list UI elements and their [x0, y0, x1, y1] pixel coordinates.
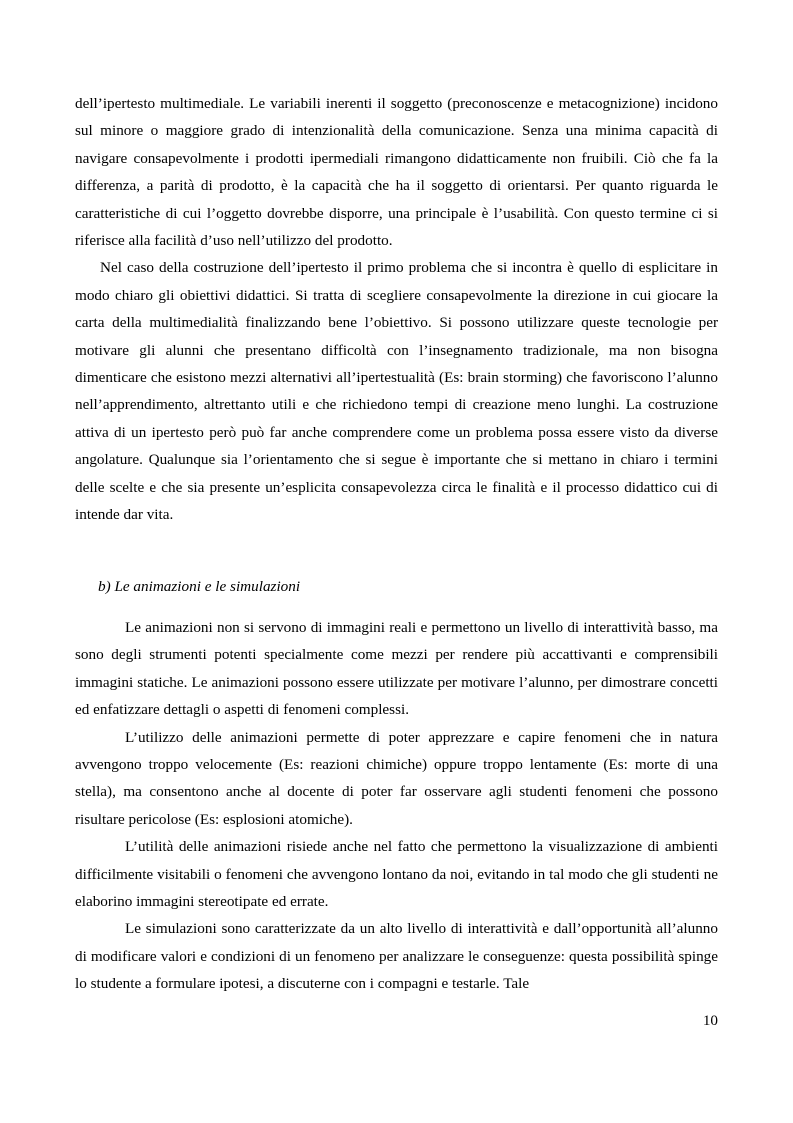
- body-text-top: [75, 90, 718, 529]
- section-heading: b) Le animazioni e le simulazioni: [98, 578, 301, 595]
- paragraph-usability: dell’ipertesto multimediale. Le variabili inerenti il soggetto (preconoscenze e metacognizione) incidono sul minore o maggiore grado di intenzionalità della comunicazione. Senza una minima capacità di navigare consapevolmente i prodotti ipermediali rimangono didatticamente non fruibili. Ciò che fa la differenza, a parità di prodotto, è la capacità che ha il soggetto di orientarsi. Per quanto riguarda le caratteristiche di cui l’oggetto dovrebbe disporre, una principale è l’usabilità. Con questo termine ci si riferisce alla facilità d’uso nell’utilizzo del prodotto.: [75, 95, 718, 250]
- page-number: 10: [702, 1012, 718, 1029]
- paragraph-simulations: Le simulazioni sono caratterizzate da un alto livello di interattività e dall’opportunità all’alunno di modificare valori e condizioni di un fenomeno per analizzare le conseguenze: questa possibilità spinge lo studente a formulare ipotesi, a discuterne con i compagni e testarle. Tale: [75, 920, 718, 993]
- body-text-section: [75, 614, 718, 998]
- paragraph-animations-environments: L’utilità delle animazioni risiede anche nel fatto che permettono la visualizzazione di ambienti difficilmente visitabili o fenomeni che avvengono lontano da noi, evitando in tal modo che gli studenti ne elaborino immagini stereotipate ed errate.: [75, 838, 718, 911]
- paragraph-animations-phenomena: L’utilizzo delle animazioni permette di poter apprezzare e capire fenomeni che in natura avvengono troppo velocemente (Es: reazioni chimiche) oppure troppo lentamente (Es: morte di una stella), ma consentono anche al docente di poter far osservare agli studenti fenomeni che possono risultare pericolose (Es: esplosioni atomiche).: [75, 728, 718, 828]
- paragraph-animations-intro: Le animazioni non si servono di immagini reali e permettono un livello di interattività basso, ma sono degli strumenti potenti specialmente come mezzi per rendere più accattivanti e comprensibili immagini statiche. Le animazioni possono essere utilizzate per motivare l’alunno, per dimostrare concetti ed enfatizzare dettagli o aspetti di fenomeni complessi.: [75, 619, 718, 719]
- paragraph-hypertext-construction: Nel caso della costruzione dell’ipertesto il primo problema che si incontra è quello di esplicitare in modo chiaro gli obiettivi didattici. Si tratta di scegliere consapevolmente la direzione in cui giocare la carta della multimedialità finalizzando bene l’obiettivo. Si possono utilizzare queste tecnologie per motivare gli alunni che presentano difficoltà con l’insegnamento tradizionale, ma non bisogna dimenticare che esistono mezzi alternativi all’ipertestualità (Es: brain storming) che favoriscono l’alunno nell’apprendimento, altrettanto utili e che richiedono tempi di creazione meno lunghi. La costruzione attiva di un ipertesto però può far anche comprendere come un problema possa essere visto da diverse angolature. Qualunque sia l’orientamento che si segue è importante che si mettano in chiaro i termini delle scelte e che sia presente un’esplicita consapevolezza circa le finalità e il processo didattico cui di intende dar vita.: [75, 259, 718, 524]
